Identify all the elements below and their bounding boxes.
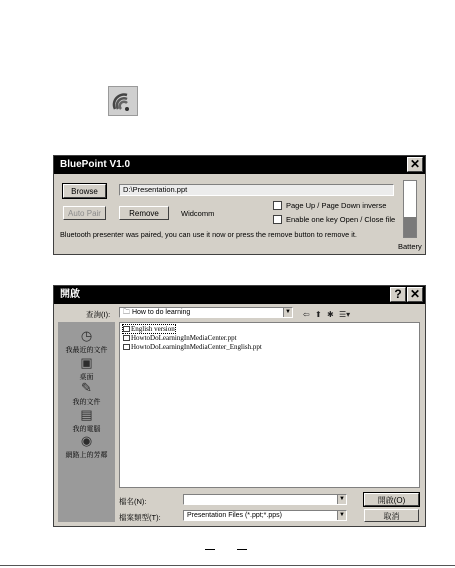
page-inverse-checkbox[interactable] [273,201,282,210]
place-my-documents[interactable] [58,380,115,407]
footer-mark [205,549,215,550]
place-label: 我的文件 [72,399,101,406]
ppt-file-icon [123,344,130,350]
place-recent[interactable] [58,328,115,355]
look-in-label: 查詢(I): [86,310,111,319]
battery-fill [404,217,416,237]
browse-button[interactable]: Browse [63,184,106,198]
place-label: 桌面 [79,374,94,381]
back-icon[interactable]: ⇦ [303,310,310,319]
window-title: BluePoint V1.0 [54,156,425,174]
view-menu-icon[interactable]: ☰▾ [339,310,351,319]
file-name: English version [131,325,175,333]
new-folder-icon[interactable]: ✱ [327,310,334,319]
place-desktop[interactable] [58,355,115,382]
one-key-checkbox[interactable] [273,215,282,224]
folder-icon [123,326,130,332]
remove-button[interactable]: Remove [119,206,169,220]
close-button[interactable]: ✕ [407,157,423,172]
battery-gauge [403,180,417,238]
up-folder-icon[interactable]: ⬆ [315,310,322,319]
look-in-value: How to do learning [131,309,191,316]
file-name: HowtoDoLearningInMediaCenter.ppt [131,334,237,342]
chevron-down-icon[interactable]: ▼ [283,308,292,317]
folder-icon: 🗀 [123,309,132,316]
file-name: HowtoDoLearningInMediaCenter_English.ppt [131,343,262,351]
help-button[interactable]: ? [390,287,406,302]
file-name-input[interactable] [183,494,347,505]
one-key-label: Enable one key Open / Close file [286,215,396,224]
chevron-down-icon[interactable]: ▼ [337,495,346,504]
path-field[interactable]: D:\Presentation.ppt [119,184,394,196]
places-bar [58,322,115,522]
my-documents-icon: ✎ [81,380,92,395]
close-button[interactable]: ✕ [407,287,423,302]
dialog-title: 開啟 [54,286,425,304]
recent-documents-icon: ◷ [80,328,93,343]
page-inverse-label: Page Up / Page Down inverse [286,201,387,210]
open-button[interactable]: 開啟(O) [364,493,419,506]
battery-label: Battery [398,242,422,251]
place-label: 網路上的芳鄰 [65,452,108,459]
look-in-select[interactable] [119,307,293,318]
file-type-label: 檔案類型(T): [119,513,161,522]
list-item[interactable] [123,334,237,342]
file-type-value: Presentation Files (*.ppt;*.pps) [187,512,282,519]
file-list [119,322,420,488]
list-item[interactable] [123,343,262,351]
chevron-down-icon[interactable]: ▼ [337,511,346,520]
stack-label: Widcomm [181,209,215,218]
place-label: 我的電腦 [72,426,101,433]
network-places-icon: ◉ [80,433,93,448]
place-label: 我最近的文件 [65,347,108,354]
file-type-select[interactable] [183,510,347,521]
place-network[interactable] [58,433,115,460]
list-item[interactable] [123,325,175,333]
place-my-computer[interactable] [58,407,115,434]
bottom-rule [0,565,455,566]
bluetooth-signal-icon[interactable] [108,86,138,116]
my-computer-icon: ▤ [80,407,93,422]
auto-pair-button[interactable]: Auto Pair [63,206,106,220]
ppt-file-icon [123,335,130,341]
desktop-icon: ▣ [80,355,93,370]
cancel-button[interactable]: 取消 [364,509,419,522]
status-text: Bluetooth presenter was paired, you can use it now or press the remove button to remove it. [60,230,357,239]
file-name-label: 檔名(N): [119,497,147,506]
footer-mark [237,549,247,550]
